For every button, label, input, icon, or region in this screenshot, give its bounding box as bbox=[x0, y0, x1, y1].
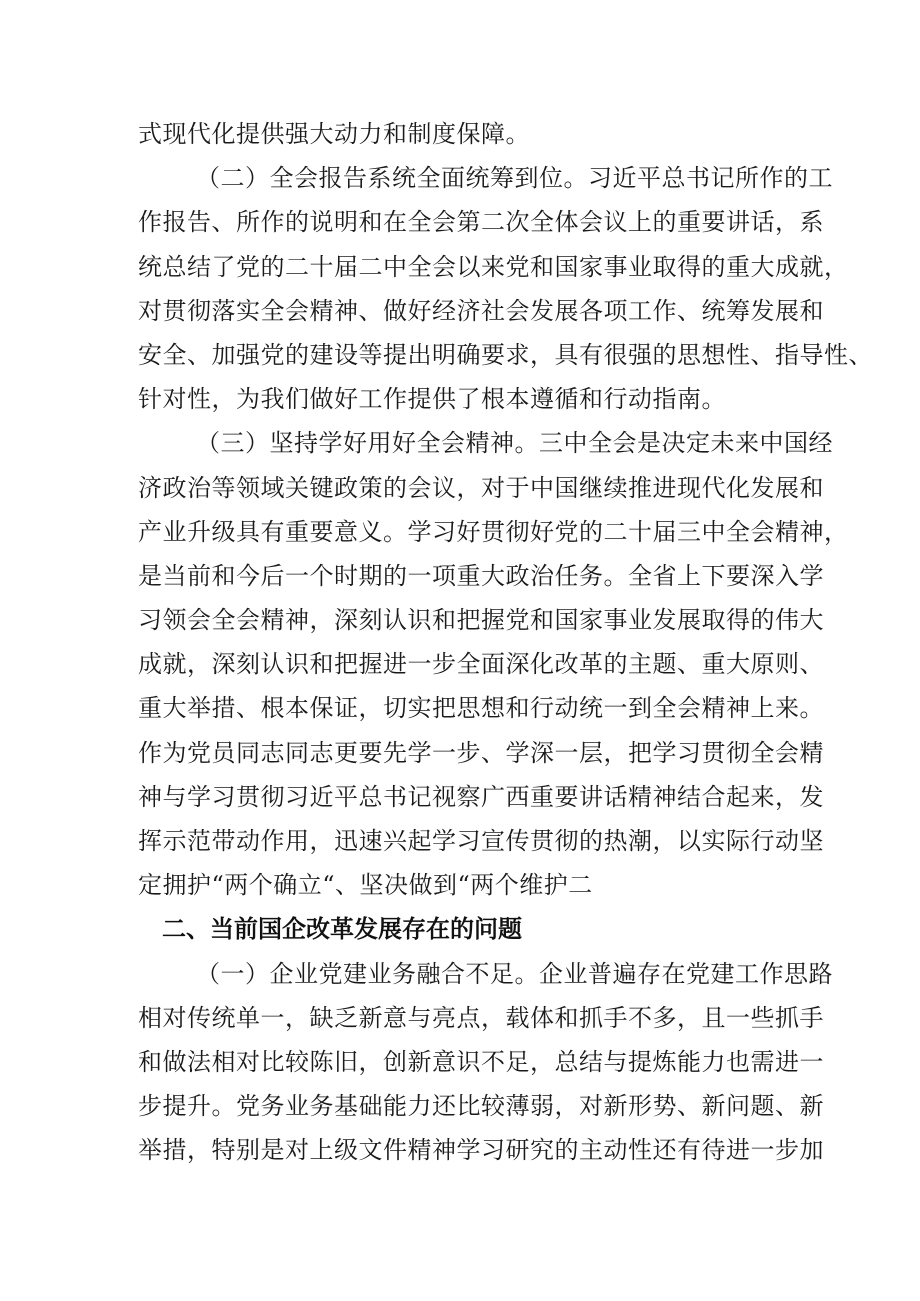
text-line: 神与学习贯彻习近平总书记视察广西重要讲话精神结合起来，发 bbox=[138, 782, 824, 811]
text-line: 产业升级具有重要意义。学习好贯彻好党的二十届三中全会精神， bbox=[138, 517, 849, 546]
section-heading: 二、当前国企改革发展存在的问题 bbox=[162, 915, 522, 944]
text-line: 作为党员同志同志更要先学一步、学深一层，把学习贯彻全会精 bbox=[138, 738, 824, 767]
text-line: 安全、加强党的建设等提出明确要求，具有很强的思想性、指导性、 bbox=[138, 340, 873, 369]
document-page bbox=[138, 112, 873, 1173]
text-line: （二）全会报告系统全面统筹到位。习近平总书记所作的工 bbox=[196, 164, 833, 193]
text-line: 成就，深刻认识和把握进一步全面深化改革的主题、重大原则、 bbox=[138, 650, 824, 679]
text-line: 举措，特别是对上级文件精神学习研究的主动性还有待进一步加 bbox=[138, 1136, 824, 1165]
text-line: 定拥护“两个确立“、坚决做到“两个维护二 bbox=[138, 871, 593, 900]
section-one-body bbox=[138, 112, 873, 907]
text-line: 针对性，为我们做好工作提供了根本遵循和行动指南。 bbox=[138, 385, 726, 414]
text-line: 统总结了党的二十届二中全会以来党和国家事业取得的重大成就， bbox=[138, 252, 849, 281]
text-line: 是当前和今后一个时期的一项重大政治任务。全省上下要深入学 bbox=[138, 561, 824, 590]
text-line: 对贯彻落实全会精神、做好经济社会发展各项工作、统筹发展和 bbox=[138, 296, 824, 325]
text-line: 作报告、所作的说明和在全会第二次全体会议上的重要讲话，系 bbox=[138, 208, 824, 237]
text-line: 重大举措、根本保证，切实把思想和行动统一到全会精神上来。 bbox=[138, 694, 824, 723]
text-line: 济政治等领域关键政策的会议，对于中国继续推进现代化发展和 bbox=[138, 473, 824, 502]
text-line: 步提升。党务业务基础能力还比较薄弱，对新形势、新问题、新 bbox=[138, 1092, 824, 1121]
text-line: 式现代化提供强大动力和制度保障。 bbox=[138, 120, 530, 148]
text-line: 和做法相对比较陈旧，创新意识不足，总结与提炼能力也需进一 bbox=[138, 1047, 824, 1076]
text-line: 习领会全会精神，深刻认识和把握党和国家事业发展取得的伟大 bbox=[138, 606, 824, 635]
text-line: 相对传统单一，缺乏新意与亮点，载体和抓手不多，且一些抓手 bbox=[138, 1003, 824, 1032]
section-two-body bbox=[138, 952, 833, 1173]
text-line: （三）坚持学好用好全会精神。三中全会是决定未来中国经 bbox=[196, 429, 833, 458]
text-line: （一）企业党建业务融合不足。企业普遍存在党建工作思路 bbox=[196, 959, 833, 988]
text-line: 挥示范带动作用，迅速兴起学习宣传贯彻的热潮，以实际行动坚 bbox=[138, 827, 824, 855]
